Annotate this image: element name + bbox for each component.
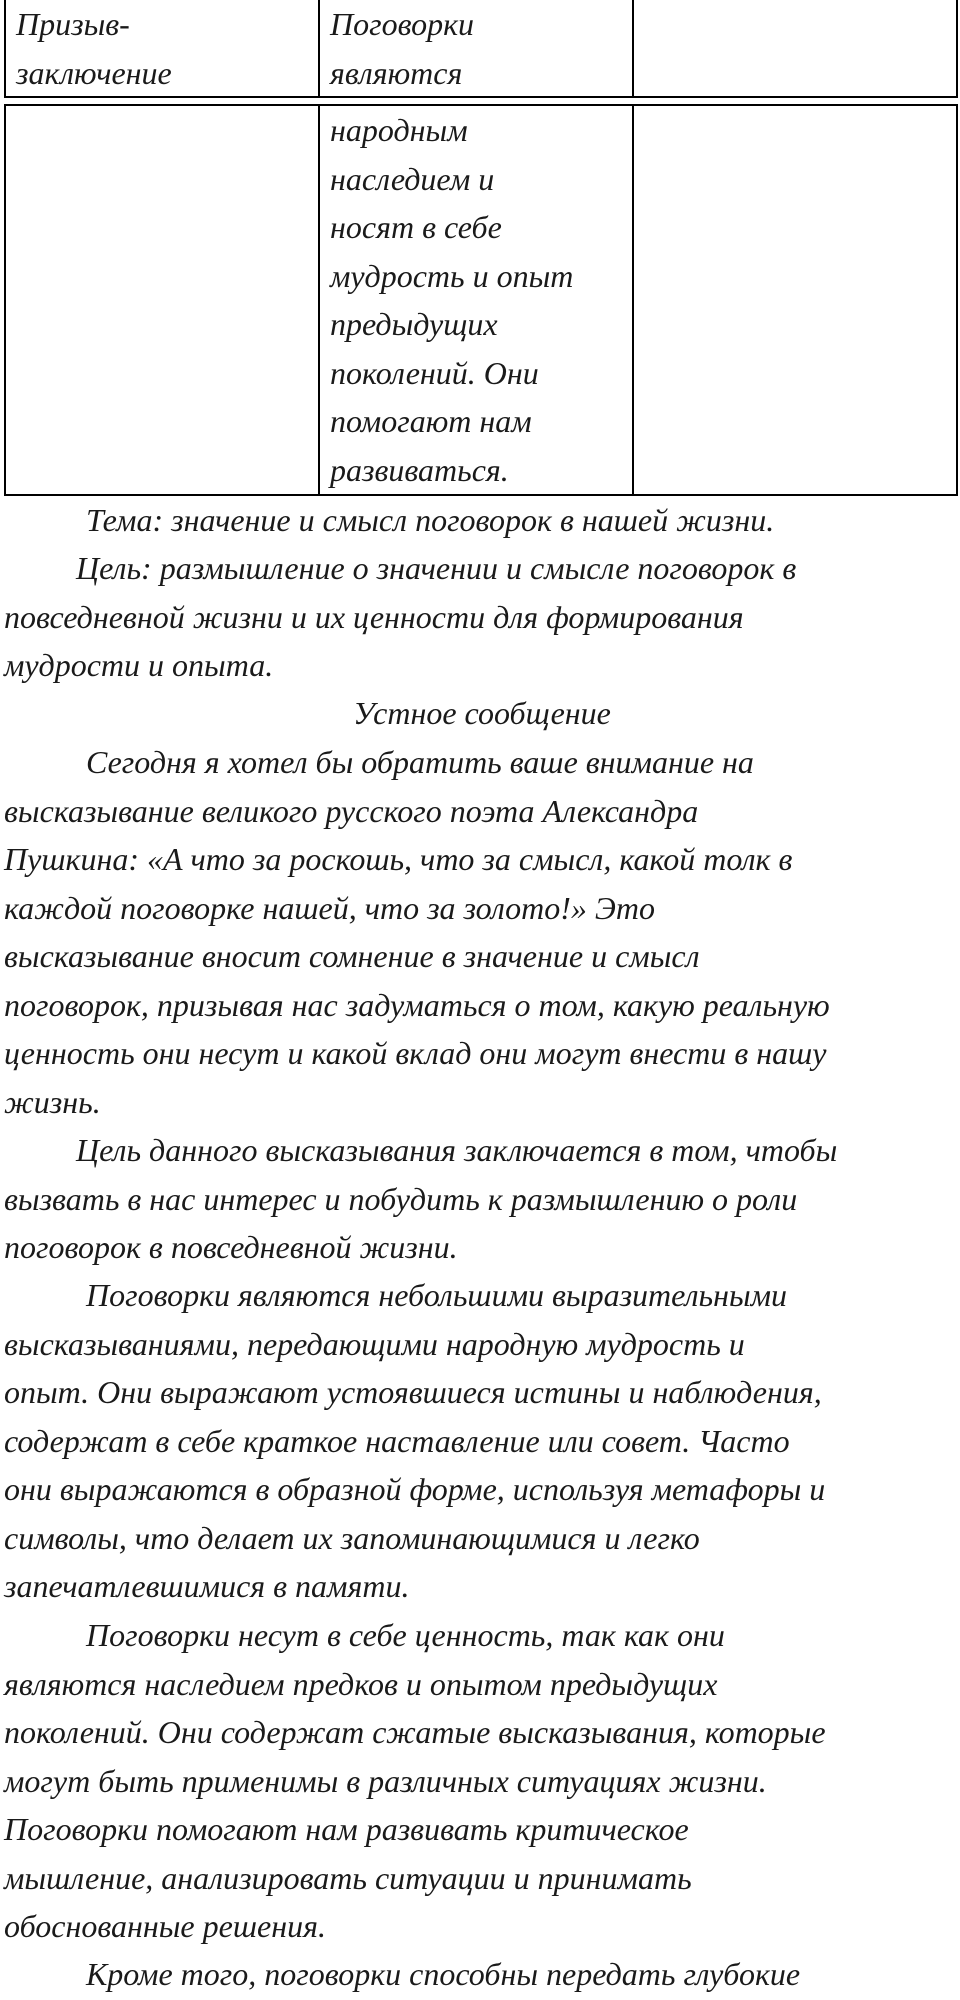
paragraph-line: вызвать в нас интерес и побудить к размышлению о роли — [4, 1180, 798, 1217]
table-cell-r1c3 — [632, 0, 958, 98]
paragraph-line: высказываниями, передающими народную мудрость и — [4, 1325, 745, 1362]
goal-line: повседневной жизни и их ценности для формирования — [4, 598, 744, 635]
cell-text: поколений. Они — [330, 354, 539, 391]
paragraph-line: содержат в себе краткое наставление или совет. Часто — [4, 1422, 790, 1459]
paragraph-1 — [4, 738, 960, 1126]
paragraph-line: высказывание вносит сомнение в значение и смысл — [4, 938, 700, 974]
table-cell-r2c3 — [632, 104, 958, 496]
table-cell-r1c1 — [4, 0, 320, 98]
goal-paragraph — [4, 544, 960, 690]
section-heading — [4, 689, 960, 738]
theme-line: Тема: значение и смысл поговорок в нашей жизни. — [86, 502, 775, 538]
table-cell-r2c2 — [318, 104, 634, 496]
paragraph-line: Поговорки несут в себе ценность, так как они — [86, 1617, 725, 1653]
paragraph-line: символы, что делает их запоминающимися и легко — [4, 1519, 700, 1556]
cell-text: носят в себе — [330, 209, 502, 245]
paragraph-line: Поговорки являются небольшими выразительными — [86, 1277, 788, 1313]
goal-line: Цель: размышление о значении и смысле поговорок в — [76, 550, 797, 586]
paragraph-line: Поговорки помогают нам развивать критическое — [4, 1811, 689, 1847]
heading-text: Устное сообщение — [353, 695, 611, 731]
table-cell-r1c2 — [318, 0, 634, 98]
paragraph-line: Цель данного высказывания заключается в том, чтобы — [76, 1132, 838, 1168]
paragraph-line: Сегодня я хотел бы обратить ваше внимание на — [86, 744, 754, 780]
paragraph-line: Кроме того, поговорки способны передать глубокие — [86, 1956, 801, 1992]
cell-text: помогают нам — [330, 403, 532, 439]
paragraph-line: поколений. Они содержат сжатые высказывания, которые — [4, 1714, 826, 1750]
paragraph-2 — [4, 1126, 960, 1272]
cell-text: предыдущих — [330, 306, 498, 342]
paragraph-5 — [4, 1950, 960, 1999]
cell-text: наследием и — [330, 160, 495, 197]
paragraph-line: ценность они несут и какой вклад они могут внести в нашу — [4, 1035, 827, 1071]
paragraph-line: жизнь. — [4, 1083, 101, 1120]
goal-line: мудрости и опыта. — [4, 647, 274, 683]
paragraph-line: высказывание великого русского поэта Александра — [4, 792, 699, 829]
cell-text: заключение — [16, 54, 172, 91]
paragraph-line: мышление, анализировать ситуации и принимать — [4, 1859, 692, 1896]
paragraph-line: являются наследием предков и опытом предыдущих — [4, 1665, 718, 1702]
paragraph-line: могут быть применимы в различных ситуациях жизни. — [4, 1762, 767, 1799]
theme-text — [4, 496, 960, 545]
paragraph-line: Пушкина: «А что за роскошь, что за смысл, какой толк в — [4, 841, 793, 877]
cell-text: мудрость и опыт — [330, 257, 574, 294]
cell-text: Поговорки — [330, 6, 475, 42]
paragraph-line: поговорок в повседневной жизни. — [4, 1229, 458, 1265]
table-cell-r2c1 — [4, 104, 320, 496]
paragraph-line: поговорок, призывая нас задуматься о том, какую реальную — [4, 986, 830, 1023]
paragraph-line: они выражаются в образной форме, используя метафоры и — [4, 1471, 826, 1507]
paragraph-line: опыт. Они выражают устоявшиеся истины и наблюдения, — [4, 1374, 822, 1410]
paragraph-4 — [4, 1611, 960, 1951]
cell-text: Призыв- — [16, 6, 130, 42]
paragraph-3 — [4, 1271, 960, 1611]
cell-text: народным — [330, 112, 468, 148]
cell-text: являются — [330, 54, 463, 91]
paragraph-line: запечатлевшимися в памяти. — [4, 1568, 410, 1604]
paragraph-line: обоснованные решения. — [4, 1908, 326, 1944]
cell-text: развиваться. — [330, 451, 509, 488]
paragraph-line: каждой поговорке нашей, что за золото!» Это — [4, 889, 655, 926]
